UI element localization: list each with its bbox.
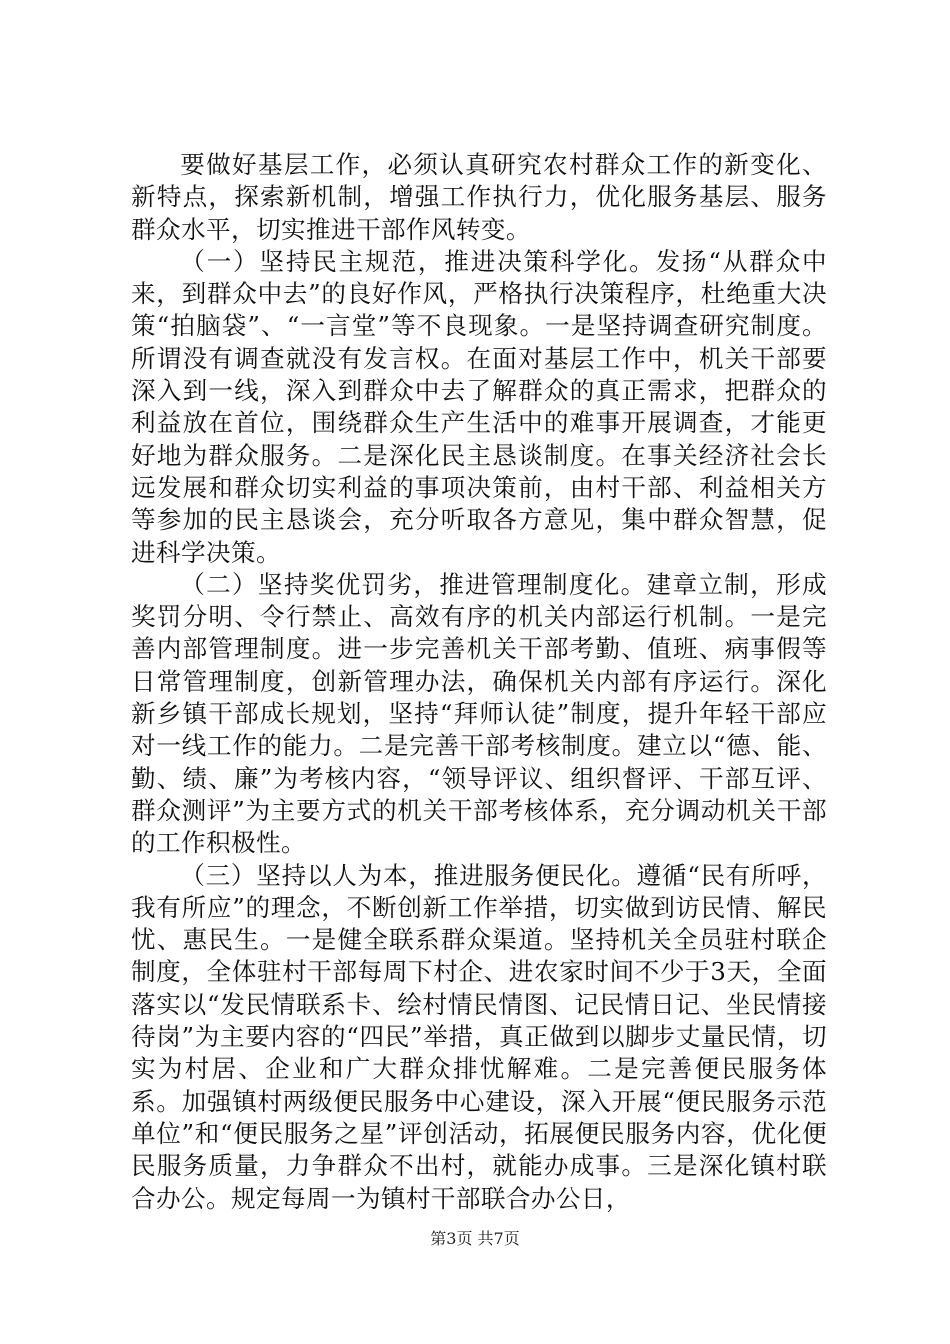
paragraph-section-3: （三）坚持以人为本，推进服务便民化。遵循“民有所呼，我有所应”的理念，不断创新工作举措，切实做到访民情、解民忧、惠民生。一是健全联系群众渠道。坚持机关全员驻村联企制度，全体驻村干部每周下村企、进农家时间不少于3天，全面落实以“发民情联系卡、绘村情民情图、记民情日记、坐民情接待岗”为主要内容的“四民”举措，真正做到以脚步丈量民情，切实为村居、企业和广大群众排忧解难。二是完善便民服务体系。加强镇村两级便民服务中心建设，深入开展“便民服务示范单位”和“便民服务之星”评创活动，拓展便民服务内容，优化便民服务质量，力争群众不出村，就能办成事。三是深化镇村联合办公。规定每周一为镇村干部联合办公日，	[131, 860, 827, 1213]
paragraph-intro: 要做好基层工作，必须认真研究农村群众工作的新变化、新特点，探索新机制，增强工作执行力，优化服务基层、服务群众水平，切实推进干部作风转变。	[131, 150, 827, 244]
document-body	[131, 149, 827, 1215]
page-number-footer: 第3页 共7页	[430, 1229, 520, 1248]
paragraph-section-2: （二）坚持奖优罚劣，推进管理制度化。建章立制，形成奖罚分明、令行禁止、高效有序的机关内部运行机制。一是完善内部管理制度。进一步完善机关干部考勤、值班、病事假等日常管理制度，创新管理办法，确保机关内部有序运行。深化新乡镇干部成长规划，坚持“拜师认徒”制度，提升年轻干部应对一线工作的能力。二是完善干部考核制度。建立以“德、能、勤、绩、廉”为考核内容，“领导评议、组织督评、干部互评、群众测评”为主要方式的机关干部考核体系，充分调动机关干部的工作积极性。	[131, 569, 827, 858]
paragraph-section-1: （一）坚持民主规范，推进决策科学化。发扬“从群众中来，到群众中去”的良好作风，严格执行决策程序，杜绝重大决策“拍脑袋”、“一言堂”等不良现象。一是坚持调查研究制度。所谓没有调查就没有发言权。在面对基层工作中，机关干部要深入到一线，深入到群众中去了解群众的真正需求，把群众的利益放在首位，围绕群众生产生活中的难事开展调查，才能更好地为群众服务。二是深化民主恳谈制度。在事关经济社会长远发展和群众切实利益的事项决策前，由村干部、利益相关方等参加的民主恳谈会，充分听取各方意见，集中群众智慧，促进科学决策。	[131, 246, 827, 567]
